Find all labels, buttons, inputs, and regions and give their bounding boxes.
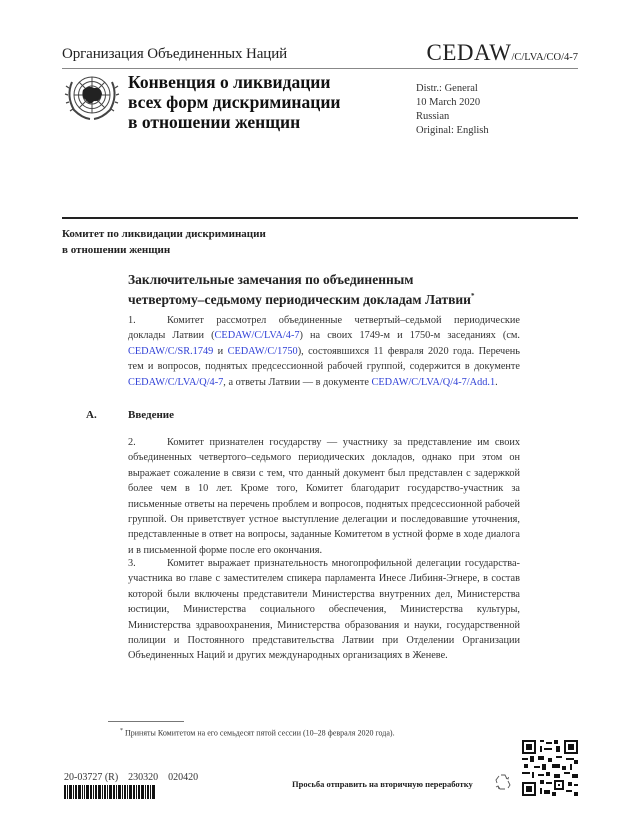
distribution-date: 10 March 2020: [416, 97, 481, 108]
paragraph-3: [128, 556, 520, 664]
document-title-line: [128, 288, 474, 308]
committee-name: [62, 226, 266, 258]
convention-title-line: Конвенция о ликвидации: [128, 72, 331, 92]
recycle-icon: [493, 772, 513, 792]
footnote-text: Приняты Комитетом на его семьдесят пятой сессии (10–28 февраля 2020 года).: [123, 728, 395, 738]
symbol-suffix: /C/LVA/CO/4-7: [511, 52, 578, 63]
document-title-line: Заключительные замечания по объединенным: [128, 272, 414, 287]
document-title: [128, 271, 474, 308]
distribution-block: [416, 82, 489, 138]
convention-title-line: всех форм дискриминации: [128, 92, 341, 112]
footnote: [120, 728, 395, 738]
document-symbol: [426, 40, 578, 66]
section-heading-a: [86, 409, 174, 421]
paragraph-text: Комитет признателен государству — участнику за представление им своих объединенных четвертого–седьмого периодических докладов, однако при этом он выражает сожаление в связи с тем, что данный документ был представлен с задержкой более чем в 10 лет. Кроме того, Комитет благодарит государство-участник за письменные ответы на перечень проблем и вопросов, поднятых предсессионной рабочей группой. Он приветствует устное выступление делегации и последовавшие уточнения, представленные в ответ на вопросы, заданные Комитетом в устной форме в ходе диалога и в письменной форме после его окончания.: [128, 437, 520, 556]
paragraph-text: Комитет выражает признательность многопрофильной делегации государства-участника во главе с заместителем спикера парламента Инесе Либиня-Эгнере, в состав которой были включены представители Министерства внутренних дел, Министерства юстиции, Министерства социального обеспечения, Министерства культуры, Министерства здравоохранения, Министерства образования и науки, государственной полиции и Постоянного представительства Латвии при Отделении Организации Объединенных Наций и других международных организациях в Женеве.: [128, 558, 520, 662]
convention-title-line: в отношении женщин: [128, 112, 301, 132]
committee-line: в отношении женщин: [62, 244, 171, 256]
footnote-marker[interactable]: *: [470, 292, 475, 300]
paragraph-number: 1.: [128, 315, 136, 326]
committee-line: Комитет по ликвидации дискриминации: [62, 228, 266, 240]
footnote-marker: *: [120, 728, 123, 734]
header-rule: [62, 68, 578, 69]
qr-code-icon[interactable]: [522, 740, 578, 796]
link-cedaw-c-lva-q-4-7[interactable]: CEDAW/C/LVA/Q/4-7: [128, 376, 224, 388]
link-cedaw-c-lva-4-7[interactable]: CEDAW/C/LVA/4-7: [214, 330, 300, 342]
link-cedaw-c-lva-q-4-7-add-1[interactable]: CEDAW/C/LVA/Q/4-7/Add.1: [371, 376, 496, 388]
link-cedaw-c-1750[interactable]: CEDAW/C/1750: [227, 345, 298, 357]
distribution-language: Russian: [416, 111, 450, 122]
link-cedaw-c-sr-1749[interactable]: CEDAW/C/SR.1749: [128, 345, 214, 357]
section-title: Введение: [128, 409, 175, 421]
distribution-original: Original: English: [416, 125, 489, 136]
convention-title: [128, 72, 341, 132]
paragraph-number: 2.: [128, 437, 136, 448]
section-rule: [62, 217, 578, 219]
recycle-notice: Просьба отправить на вторичную переработку: [292, 779, 473, 789]
document-number: 20-03727 (R) 230320 020420: [64, 772, 199, 783]
symbol-main: CEDAW: [426, 40, 512, 65]
organization-name: Организация Объединенных Наций: [62, 46, 288, 62]
distribution-type: Distr.: General: [416, 83, 478, 94]
barcode-icon: [64, 785, 172, 799]
footnote-rule: [108, 721, 184, 722]
section-letter: A.: [86, 409, 97, 421]
document-title-text: четвертому–седьмому периодическим докладам Латвии: [128, 292, 471, 307]
paragraph-2: [128, 435, 520, 558]
un-emblem-icon: [64, 70, 120, 122]
paragraph-1: 1. Комитет рассмотрел объединенные четвертый–седьмой периодические доклады Латвии (CEDAW/C/LVA/4-7) на своих 1749-м и 1750-м заседаниях (см. CEDAW/C/SR.1749 и CEDAW/C/1750), состоявшихся 11 февраля 2020 года. Перечень тем и вопросов, поднятых предсессионной рабочей группой, содержится в документе CEDAW/C/LVA/Q/4-7, а ответы Латвии — в документе CEDAW/C/LVA/Q/4-7/Add.1.: [128, 315, 520, 388]
paragraph-number: 3.: [128, 558, 136, 569]
